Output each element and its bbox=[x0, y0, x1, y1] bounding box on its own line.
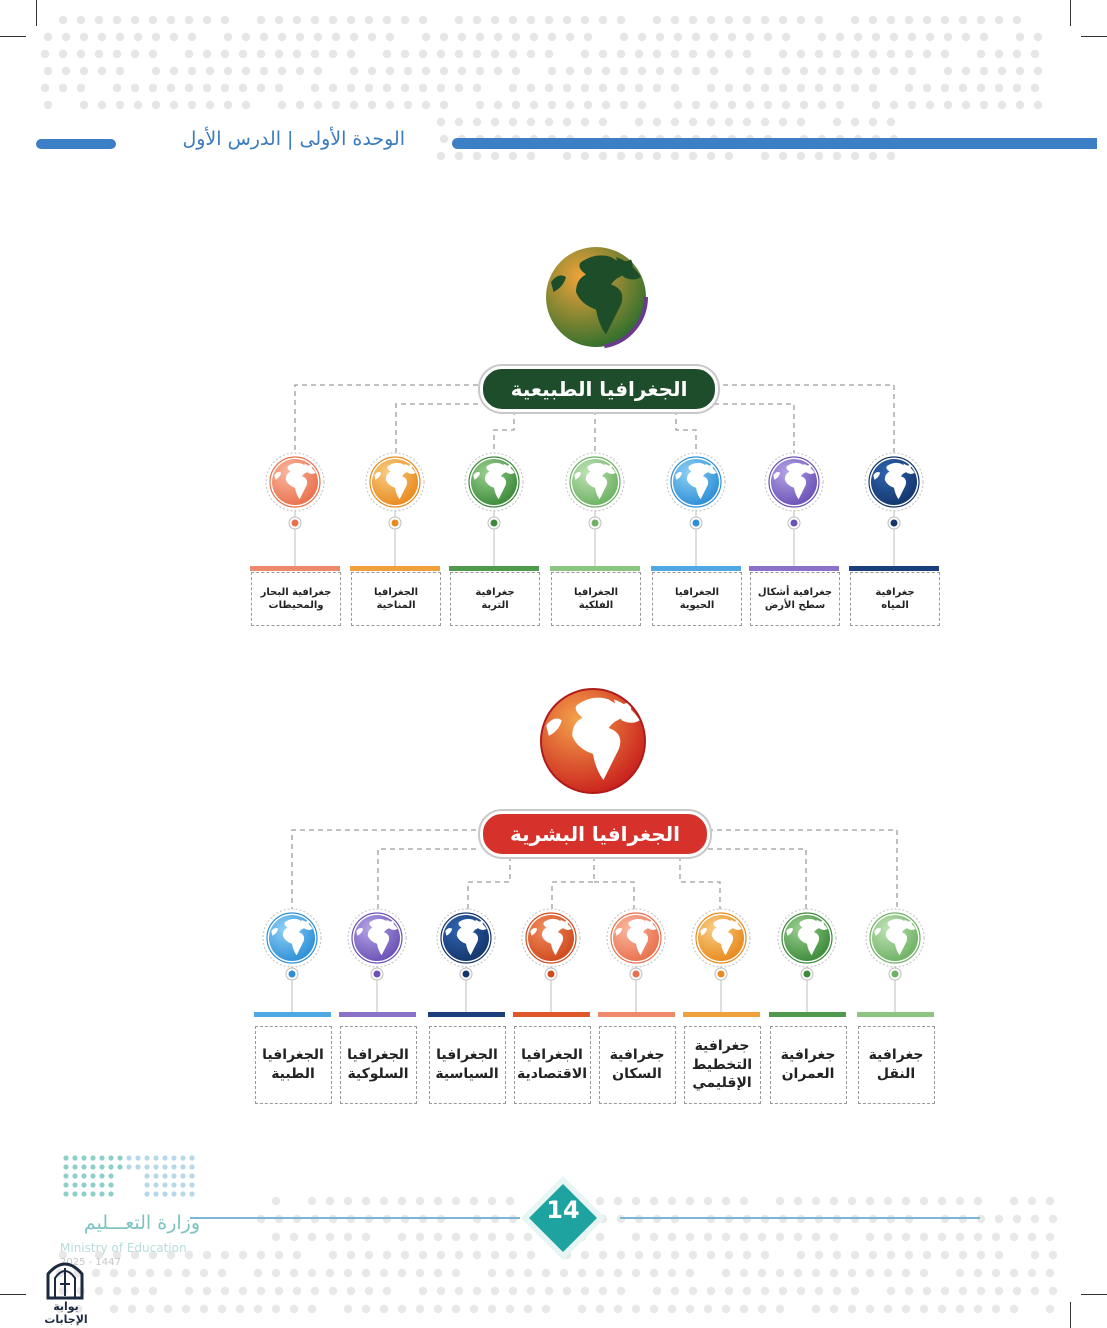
footer-rule bbox=[190, 1214, 980, 1222]
human-branch-color-bar bbox=[339, 1012, 416, 1017]
physical-branch-label-line: والمحيطات bbox=[268, 600, 324, 611]
ministry-name-english: Ministry of Education bbox=[60, 1241, 187, 1255]
human-branch-label bbox=[429, 1026, 506, 1104]
physical-branch-label-line: المناخية bbox=[376, 600, 416, 611]
human-branch-label-line: التخطيط bbox=[691, 1056, 753, 1073]
human-branch-label-line: الجغرافيا bbox=[347, 1047, 409, 1064]
physical-branch-color-bar bbox=[550, 566, 640, 571]
human-branch-label-line: الطبية bbox=[271, 1066, 315, 1082]
physical-branch-label-line: الحيوية bbox=[679, 600, 715, 611]
physical-branch-label-line: جغرافية أشكال bbox=[757, 586, 833, 598]
human-branch-label bbox=[514, 1026, 591, 1104]
edition-year: 2025 - 1447 bbox=[60, 1257, 121, 1268]
human-branch-color-bar bbox=[769, 1012, 846, 1017]
ministry-name-arabic: وزارة التعـــليم bbox=[83, 1212, 200, 1234]
physical-branch-label bbox=[652, 572, 742, 626]
physical-branch-label-line: جغرافية bbox=[875, 586, 915, 598]
human-branch-label-line: السكان bbox=[612, 1066, 662, 1082]
physical-branch-label bbox=[351, 572, 441, 626]
physical-branch-label-line: التربة bbox=[481, 600, 509, 611]
human-branch-color-bar bbox=[683, 1012, 760, 1017]
human-branch-color-bar bbox=[598, 1012, 675, 1017]
physical-branch-label-line: جغرافية bbox=[475, 586, 515, 598]
physical-branch-color-bar bbox=[651, 566, 741, 571]
physical-branch-label-line: جغرافية البحار bbox=[260, 586, 332, 598]
human-branch-label-line: جغرافية bbox=[780, 1047, 836, 1064]
human-branch-label-line: النقل bbox=[876, 1066, 916, 1082]
page-number: 14 bbox=[546, 1196, 580, 1224]
human-branch-label-line: العمران bbox=[781, 1066, 835, 1082]
physical-branch-label-line: الجغرافيا bbox=[674, 586, 720, 598]
physical-branch-color-bar bbox=[749, 566, 839, 571]
human-branch-label-line: السياسية bbox=[435, 1066, 499, 1082]
physical-branch-label bbox=[850, 572, 940, 626]
physical-branch-label bbox=[750, 572, 840, 626]
unit-lesson-title: الوحدة الأولى | الدرس الأول bbox=[182, 128, 405, 150]
human-branch-label bbox=[255, 1026, 332, 1104]
physical-branch-label bbox=[551, 572, 641, 626]
human-branch-label-line: الجغرافيا bbox=[521, 1047, 583, 1064]
human-branch-label bbox=[340, 1026, 417, 1104]
physical-branch-label bbox=[450, 572, 540, 626]
human-branch-label-line: الاقتصادية bbox=[516, 1066, 588, 1082]
human-branch-label-line: الإقليمي bbox=[692, 1075, 752, 1092]
ministry-logo-dots bbox=[62, 1154, 198, 1202]
physical-branch-label-line: سطح الأرض bbox=[764, 600, 826, 611]
human-branch-label-line: جغرافية bbox=[609, 1047, 665, 1064]
physical-geography-title: الجغرافيا الطبيعية bbox=[480, 366, 718, 412]
site-label: بوابة الإجابات bbox=[44, 1300, 88, 1326]
human-branch-color-bar bbox=[857, 1012, 934, 1017]
physical-branch-color-bar bbox=[849, 566, 939, 571]
human-branch-label-line: الجغرافيا bbox=[262, 1047, 324, 1064]
physical-branch-color-bar bbox=[250, 566, 340, 571]
human-branch-label-line: الجغرافيا bbox=[436, 1047, 498, 1064]
human-branch-color-bar bbox=[428, 1012, 505, 1017]
physical-branch-label bbox=[251, 572, 341, 626]
human-branch-color-bar bbox=[513, 1012, 590, 1017]
human-branch-label bbox=[599, 1026, 676, 1104]
human-branch-label bbox=[858, 1026, 935, 1104]
human-branch-label-line: السلوكية bbox=[347, 1066, 409, 1082]
physical-branch-color-bar bbox=[449, 566, 539, 571]
human-branch-label bbox=[684, 1026, 761, 1104]
physical-branch-label-line: الجغرافيا bbox=[373, 586, 419, 598]
human-branch-label-line: جغرافية bbox=[694, 1037, 750, 1054]
physical-branch-label-line: المياه bbox=[881, 600, 909, 611]
human-branch-label-line: جغرافية bbox=[868, 1047, 924, 1064]
physical-branch-label-line: الفلكية bbox=[578, 600, 614, 611]
human-branch-label bbox=[770, 1026, 847, 1104]
human-branch-color-bar bbox=[254, 1012, 331, 1017]
site-logo-icon bbox=[44, 1256, 86, 1300]
physical-branch-label-line: الجغرافيا bbox=[573, 586, 619, 598]
human-geography-title: الجغرافيا البشرية bbox=[480, 811, 710, 857]
physical-branch-color-bar bbox=[350, 566, 440, 571]
